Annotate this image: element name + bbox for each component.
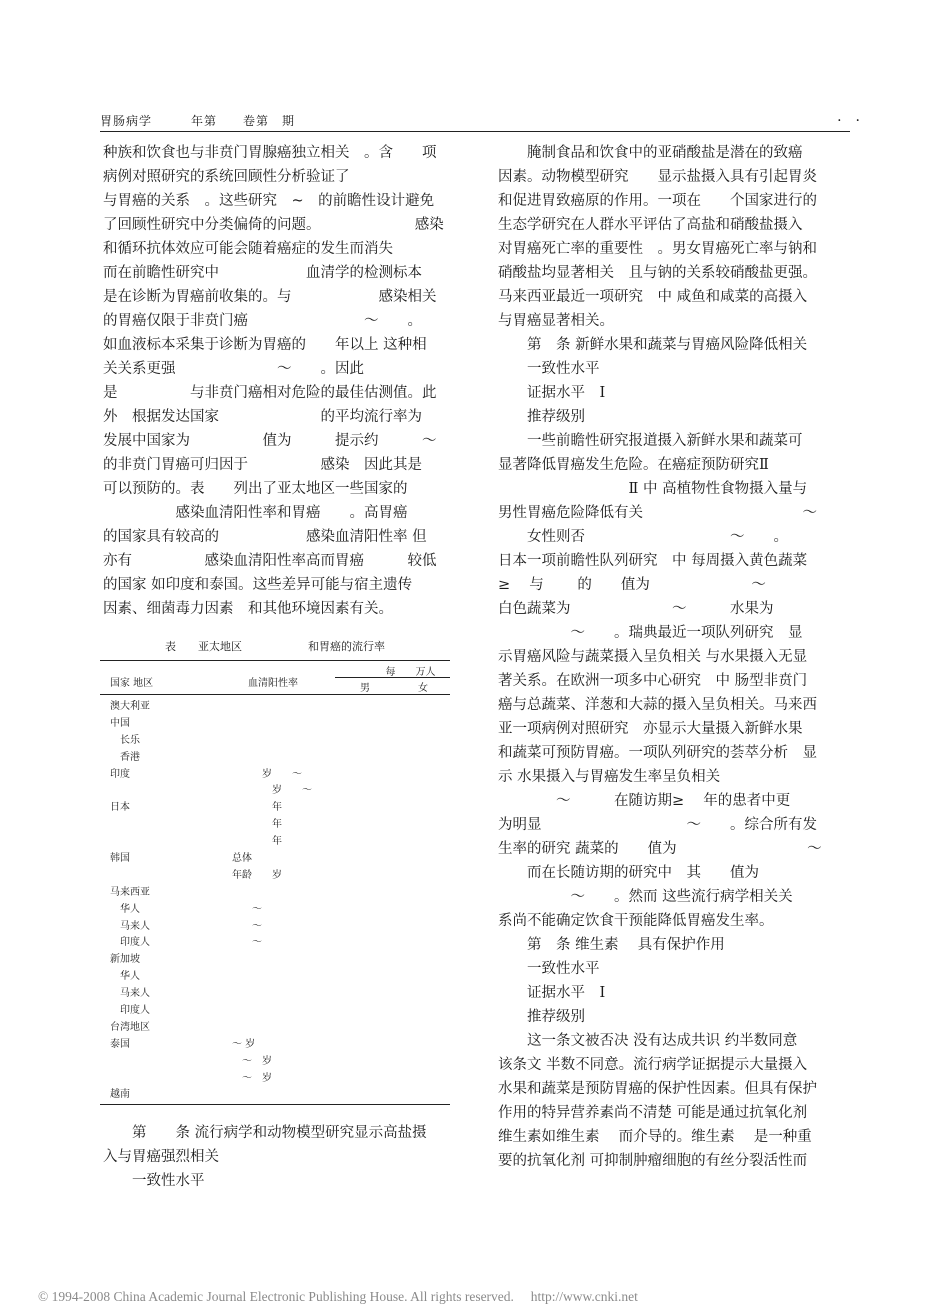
body-text-line: 的国家具有较高的 感染血清阳性率 但 [103, 529, 427, 545]
body-text-line: 因素。动物模型研究 显示盐摄入具有引起胃炎 [498, 169, 817, 185]
body-text-line: 马来西亚最近一项研究 中 咸鱼和咸菜的高摄入 [498, 289, 808, 305]
body-text-line: 该条文 半数不同意。流行病学证据提示大量摄入 [498, 1057, 808, 1073]
body-text-line: 病例对照研究的系统回顾性分析验证了 [103, 169, 350, 185]
cell-serology: 年 [222, 819, 282, 831]
cell-country: 马来人 [120, 988, 150, 1000]
body-text-line: 和促进胃致癌原的作用。一项在 个国家进行的 [498, 193, 817, 209]
cell-country: 马来人 [120, 920, 150, 932]
header-country: 国家 地区 [110, 678, 154, 689]
body-text-line: 生态学研究在人群水平评估了高盐和硝酸盐摄入 [498, 217, 803, 233]
body-text-line: 亚一项病例对照研究 亦显示大量摄入新鲜水果 [498, 721, 803, 737]
cell-country: 香港 [120, 751, 140, 763]
cell-serology: 岁 ～ [222, 785, 312, 797]
table-row [100, 851, 450, 868]
table-header-rule [100, 694, 450, 695]
body-text-line: 了回顾性研究中分类偏倚的问题。 感染 [103, 217, 444, 233]
body-text-line: 一致性水平 [527, 361, 600, 377]
header-rule [100, 131, 850, 132]
cell-country: 韩国 [110, 853, 130, 865]
header-female: 女 [418, 683, 428, 694]
body-text-line: 种族和饮食也与非贲门胃腺癌独立相关 。含 项 [103, 145, 437, 161]
body-text-line: 可以预防的。表 列出了亚太地区一些国家的 [103, 481, 408, 497]
body-text-line: 第 条 新鲜水果和蔬菜与胃癌风险降低相关 [527, 337, 808, 353]
cell-serology: ～ [222, 920, 262, 932]
left-column [103, 141, 453, 621]
cell-country: 日本 [110, 802, 130, 814]
body-text-line: 水果和蔬菜是预防胃癌的保护性因素。但具有保护 [498, 1081, 817, 1097]
body-text-line: 而在前瞻性研究中 血清学的检测标本 [103, 265, 422, 281]
body-text-line: 白色蔬菜为 ～ 水果为 [498, 601, 774, 617]
left-column-continued [103, 1121, 453, 1193]
cell-serology: ～ [222, 903, 262, 915]
cell-country: 台湾地区 [110, 1021, 150, 1033]
table-row [100, 935, 450, 952]
cell-country: 新加坡 [110, 954, 140, 966]
table-row [100, 817, 450, 834]
body-text-line: 外 根据发达国家 的平均流行率为 [103, 409, 422, 425]
cell-country: 中国 [110, 717, 130, 729]
table-row [100, 733, 450, 750]
body-text-line: 一致性水平 [132, 1173, 205, 1189]
body-text-line: ～ 在随访期≥ 年的患者中更 [498, 793, 791, 809]
header-serology: 血清阳性率 [248, 678, 298, 689]
cell-country: 华人 [120, 971, 140, 983]
table-row [100, 1003, 450, 1020]
body-text-line: 第 条 流行病学和动物模型研究显示高盐摄 [132, 1125, 427, 1141]
running-header [100, 112, 860, 128]
table-row [100, 767, 450, 784]
table-row [100, 800, 450, 817]
body-text-line: 入与胃癌强烈相关 [103, 1149, 219, 1165]
body-text-line: 而在长随访期的研究中 其 值为 [498, 865, 759, 881]
body-text-line: 男性胃癌危险降低有关 ～ [498, 505, 817, 521]
cell-serology: 岁 ～ [222, 768, 302, 780]
table-row [100, 750, 450, 767]
table-row [100, 868, 450, 885]
table-row [100, 783, 450, 800]
body-text-line: 关关系更强 ～ 。因此 [103, 361, 364, 377]
body-text-line: 的国家 如印度和泰国。这些差异可能与宿主遗传 [103, 577, 413, 593]
cell-serology: 总体 [222, 853, 252, 865]
page-marks: · · [837, 113, 860, 129]
body-text-line: ≥ 与 的 值为 ～ [498, 577, 766, 593]
body-text-line: 如血液标本采集于诊断为胃癌的 年以上 这种相 [103, 337, 427, 353]
cell-serology: ～ 岁 [222, 1055, 272, 1067]
body-text-line: 的非贲门胃癌可归因于 感染 因此其是 [103, 457, 422, 473]
cell-serology: ～ 岁 [222, 1072, 272, 1084]
body-text-line: 证据水平 Ⅰ [527, 385, 606, 401]
cell-country: 马来西亚 [110, 886, 150, 898]
body-text-line: 是在诊断为胃癌前收集的。与 感染相关 [103, 289, 437, 305]
body-text-line: 癌与总蔬菜、洋葱和大蒜的摄入呈负相关。马来西 [498, 697, 817, 713]
copyright-footer: © 1994-2008 China Academic Journal Electronic Publishing House. All rights reserved. http://www.cnki.net [38, 1289, 638, 1304]
journal-issue-info: 胃肠病学 年第 卷第 期 [100, 114, 296, 128]
body-text-line: 维生素如维生素 而介导的。维生素 是一种重 [498, 1129, 812, 1145]
cell-serology: ～ 岁 [222, 1038, 256, 1050]
cell-serology: 年 [222, 836, 282, 848]
cell-serology: ～ [222, 937, 262, 949]
body-text-line: 女性则否 ～ 。 [498, 529, 788, 545]
body-text-line: 推荐级别 [527, 409, 585, 425]
table-row [100, 716, 450, 733]
body-text-line: 作用的特异营养素尚不清楚 可能是通过抗氧化剂 [498, 1105, 808, 1121]
body-text-line: 要的抗氧化剂 可抑制肿瘤细胞的有丝分裂活性而 [498, 1153, 808, 1169]
table-row [100, 952, 450, 969]
body-text-line: 发展中国家为 值为 提示约 ～ [103, 433, 437, 449]
table-body [100, 699, 450, 1104]
right-column [498, 141, 858, 1173]
body-text-line: 对胃癌死亡率的重要性 。男女胃癌死亡率与钠和 [498, 241, 817, 257]
cell-serology: 年龄 岁 [222, 869, 282, 881]
table-row [100, 969, 450, 986]
cell-country: 印度人 [120, 937, 150, 949]
body-text-line: 和循环抗体效应可能会随着癌症的发生而消失 [103, 241, 393, 257]
body-text-line: 第 条 维生素 具有保护作用 [527, 937, 725, 953]
table-bottom-rule [100, 1104, 450, 1105]
cell-country: 越南 [110, 1089, 130, 1101]
table-row [100, 1020, 450, 1037]
body-text-line: 与胃癌的关系 。这些研究 ~ 的前瞻性设计避免 [103, 193, 435, 209]
table-row [100, 834, 450, 851]
table-row [100, 699, 450, 716]
table-caption: 表 亚太地区 和胃癌的流行率 [165, 640, 385, 653]
body-text-line: 系尚不能确定饮食干预能降低胃癌发生率。 [498, 913, 774, 929]
body-text-line: 示 水果摄入与胃癌发生率呈负相关 [498, 769, 721, 785]
body-text-line: 显著降低胃癌发生危险。在癌症预防研究Ⅱ [498, 457, 769, 473]
body-text-line: 示胃癌风险与蔬菜摄入呈负相关 与水果摄入无显 [498, 649, 808, 665]
body-text-line: 亦有 感染血清阳性率高而胃癌 较低 [103, 553, 437, 569]
body-text-line: 一致性水平 [527, 961, 600, 977]
body-text-line: 这一条文被否决 没有达成共识 约半数同意 [527, 1033, 798, 1049]
table-top-rule [100, 660, 450, 661]
cell-country: 印度 [110, 768, 130, 780]
body-text-line: 证据水平 Ⅰ [527, 985, 606, 1001]
body-text-line: 是 与非贲门癌相对危险的最佳估测值。此 [103, 385, 437, 401]
body-text-line: 感染血清阳性率和胃癌 。高胃癌 [103, 505, 408, 521]
body-text-line: 腌制食品和饮食中的亚硝酸盐是潜在的致癌 [527, 145, 803, 161]
body-text-line: 著关系。在欧洲一项多中心研究 中 肠型非贲门 [498, 673, 808, 689]
body-text-line: ～ 。瑞典最近一项队列研究 显 [498, 625, 803, 641]
table-row [100, 1054, 450, 1071]
table-row [100, 885, 450, 902]
cell-serology: 年 [222, 802, 282, 814]
cell-country: 印度人 [120, 1005, 150, 1017]
body-text-line: 因素、细菌毒力因素 和其他环境因素有关。 [103, 601, 393, 617]
body-text-line: 日本一项前瞻性队列研究 中 每周摄入黄色蔬菜 [498, 553, 808, 569]
body-text-line: Ⅱ 中 高植物性食物摄入量与 [498, 481, 808, 497]
header-incidence: 每 万人 [385, 667, 436, 678]
body-text-line: 硝酸盐均显著相关 且与钠的关系较硝酸盐更强。 [498, 265, 817, 281]
body-text-line: 的胃癌仅限于非贲门癌 ～ 。 [103, 313, 422, 329]
table-row [100, 902, 450, 919]
body-text-line: 为明显 ～ 。综合所有发 [498, 817, 817, 833]
header-male: 男 [360, 683, 370, 694]
body-text-line: ～ 。然而 这些流行病学相关关 [498, 889, 793, 905]
body-text-line: 生率的研究 蔬菜的 值为 ～ [498, 841, 822, 857]
body-text-line: 一些前瞻性研究报道摄入新鲜水果和蔬菜可 [527, 433, 803, 449]
cell-country: 澳大利亚 [110, 701, 150, 712]
cell-country: 泰国 [110, 1038, 130, 1050]
cell-country: 长乐 [120, 734, 140, 746]
table-row [100, 986, 450, 1003]
table-row [100, 1087, 450, 1104]
body-text-line: 和蔬菜可预防胃癌。一项队列研究的荟萃分析 显 [498, 745, 817, 761]
table-row [100, 1037, 450, 1054]
cell-country: 华人 [120, 903, 140, 915]
body-text-line: 推荐级别 [527, 1009, 585, 1025]
table-row [100, 919, 450, 936]
body-text-line: 与胃癌显著相关。 [498, 313, 614, 329]
table-row [100, 1071, 450, 1088]
header-sub-rule [335, 677, 450, 678]
